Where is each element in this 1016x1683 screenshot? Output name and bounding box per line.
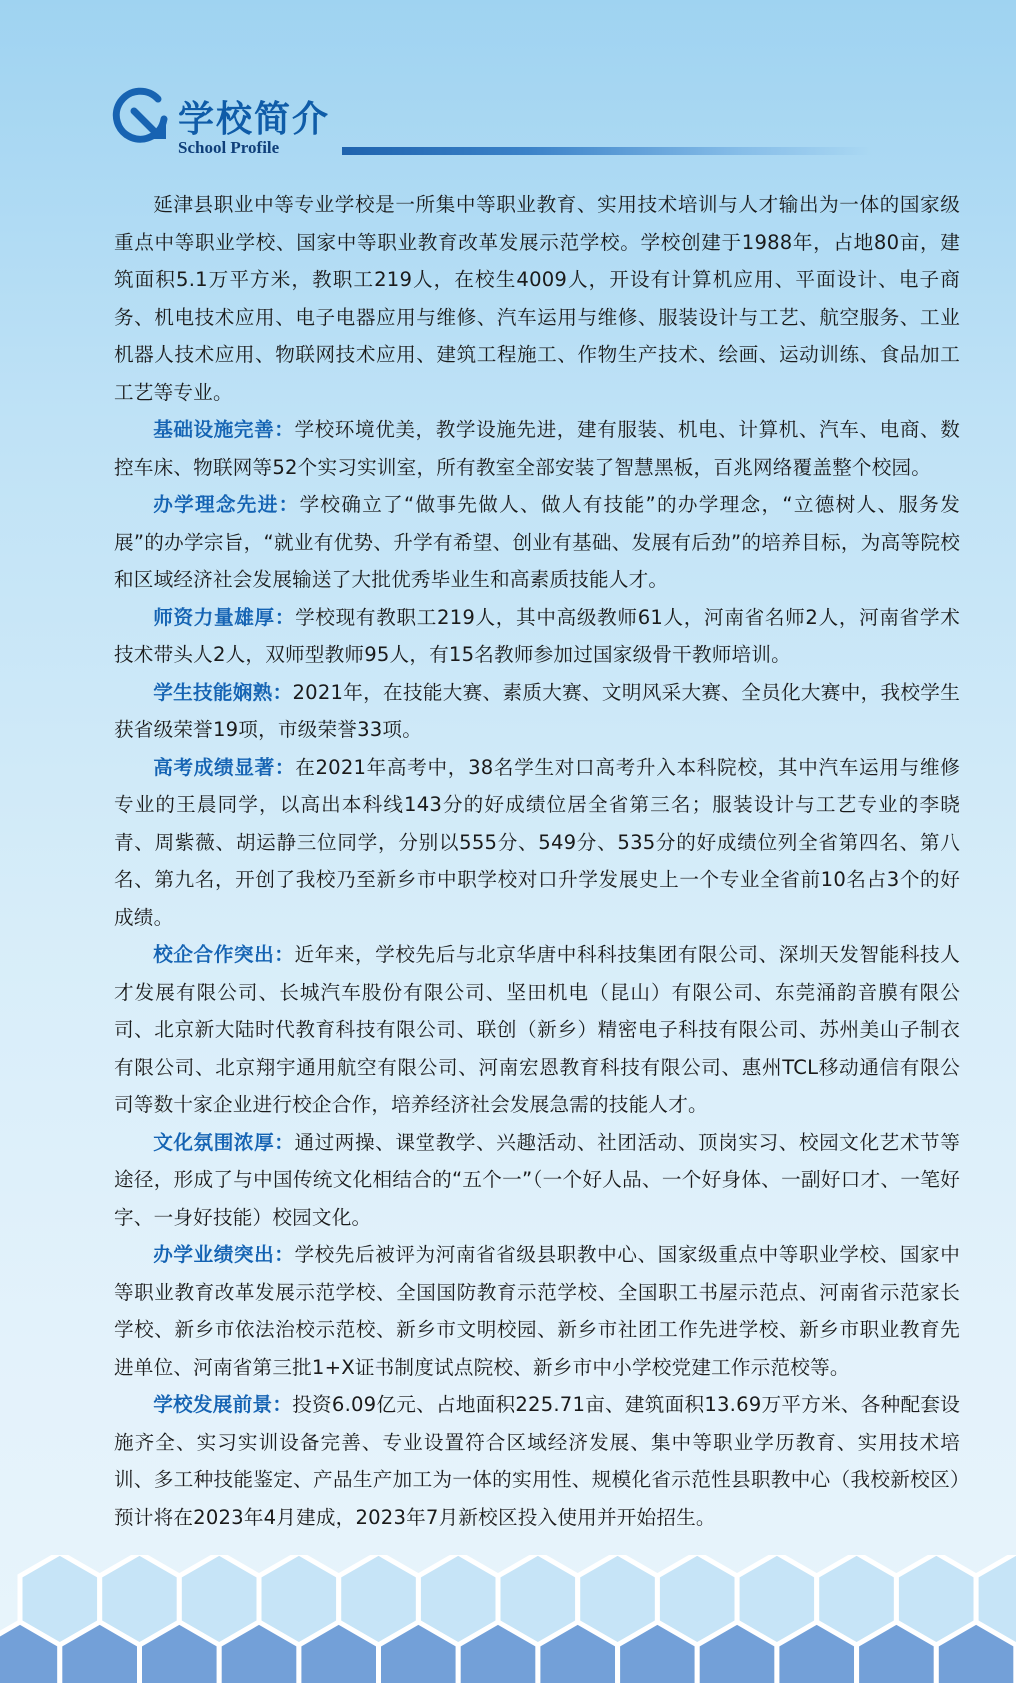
paragraph-text: 延津县职业中等专业学校是一所集中等职业教育、实用技术培训与人才输出为一体的国家级重点中等职业学校、国家中等职业教育改革发展示范学校。学校创建于1988年，占地80亩，建筑面积5.1万平方米，教职工219人，在校生4009人，开设有计算机应用、平面设计、电子商务、机电技术应用、电子电器应用与维修、汽车运用与维修、服装设计与工艺、航空服务、工业机器人技术应用、物联网技术应用、建筑工程施工、作物生产技术、绘画、运动训练、食品加工工艺等专业。 bbox=[114, 193, 960, 404]
paragraph-prospects bbox=[114, 1386, 960, 1536]
paragraph-facilities bbox=[114, 411, 960, 486]
page-title: 学校简介 bbox=[178, 98, 331, 140]
title-underline-bar bbox=[342, 147, 872, 155]
paragraph-faculty bbox=[114, 599, 960, 674]
hexagon-decoration bbox=[0, 1555, 1016, 1683]
paragraph-label: 办学理念先进： bbox=[153, 493, 300, 516]
paragraph-text: 投资6.09亿元、占地面积225.71亩、建筑面积13.69万平方米、各种配套设施齐全、实习实训设备完善、专业设置符合区域经济发展、集中等职业学历教育、实用技术培训、多工种技能鉴定、产品生产加工为一体的实用性、规模化省示范性县职教中心（我校新校区）预计将在2023年4月建成，2023年7月新校区投入使用并开始招生。 bbox=[114, 1393, 960, 1529]
circle-arrow-icon bbox=[112, 85, 174, 147]
paragraph-text: 学校先后被评为河南省省级县职教中心、国家级重点中等职业学校、国家中等职业教育改革发展示范学校、全国国防教育示范学校、全国职工书屋示范点、河南省示范家长学校、新乡市依法治校示范校、新乡市文明校园、新乡市社团工作先进学校、新乡市职业教育先进单位、河南省第三批1+X证书制度试点院校、新乡市中小学校党建工作示范校等。 bbox=[114, 1243, 960, 1379]
paragraph-cooperation bbox=[114, 936, 960, 1124]
profile-content bbox=[114, 186, 960, 1536]
paragraph-philosophy bbox=[114, 486, 960, 599]
paragraph-text: 近年来，学校先后与北京华唐中科科技集团有限公司、深圳天发智能科技人才发展有限公司、长城汽车股份有限公司、坚田机电（昆山）有限公司、东莞涌韵音膜有限公司、北京新大陆时代教育科技有限公司、联创（新乡）精密电子科技有限公司、苏州美山子制衣有限公司、北京翔宇通用航空有限公司、河南宏恩教育科技有限公司、惠州TCL移动通信有限公司等数十家企业进行校企合作，培养经济社会发展急需的技能人才。 bbox=[114, 943, 960, 1116]
paragraph-label: 学生技能娴熟： bbox=[153, 680, 293, 704]
paragraph-intro bbox=[114, 186, 960, 411]
paragraph-label: 文化氛围浓厚： bbox=[153, 1130, 295, 1154]
paragraph-text: 学校现有教职工219人，其中高级教师61人，河南省名师2人，河南省学术技术带头人2人，双师型教师95人，有15名教师参加过国家级骨干教师培训。 bbox=[114, 605, 960, 666]
page-subtitle: School Profile bbox=[178, 138, 280, 157]
paragraph-text: 2021年，在技能大赛、素质大赛、文明风采大赛、全员化大赛中，我校学生获省级荣誉19项，市级荣誉33项。 bbox=[114, 680, 960, 741]
paragraph-label: 办学业绩突出： bbox=[153, 1243, 295, 1266]
paragraph-skills bbox=[114, 674, 960, 749]
paragraph-exam-results bbox=[114, 749, 960, 937]
section-header bbox=[112, 85, 872, 165]
paragraph-label: 高考成绩显著： bbox=[153, 755, 296, 779]
paragraph-text: 在2021年高考中，38名学生对口高考升入本科院校，其中汽车运用与维修专业的王晨同学，以高出本科线143分的好成绩位居全省第三名；服装设计与工艺专业的李晓青、周紫薇、胡运静三位同学，分别以555分、549分、535分的好成绩位列全省第四名、第八名、第九名，开创了我校乃至新乡市中职学校对口升学发展史上一个专业全省前10名占3个的好成绩。 bbox=[114, 755, 961, 929]
paragraph-achievements bbox=[114, 1236, 960, 1386]
paragraph-text: 通过两操、课堂教学、兴趣活动、社团活动、顶岗实习、校园文化艺术节等途径，形成了与中国传统文化相结合的“五个一”（一个好人品、一个好身体、一副好口才、一笔好字、一身好技能）校园文化。 bbox=[114, 1130, 960, 1229]
paragraph-label: 校企合作突出： bbox=[153, 943, 295, 966]
paragraph-label: 基础设施完善： bbox=[153, 418, 295, 441]
paragraph-text: 学校确立了“做事先做人、做人有技能”的办学理念，“立德树人、服务发展”的办学宗旨，“就业有优势、升学有希望、创业有基础、发展有后劲”的培养目标，为高等院校和区域经济社会发展输送了大批优秀毕业生和高素质技能人才。 bbox=[114, 493, 960, 591]
paragraph-text: 学校环境优美，教学设施先进，建有服装、机电、计算机、汽车、电商、数控车床、物联网等52个实习实训室，所有教室全部安装了智慧黑板，百兆网络覆盖整个校园。 bbox=[114, 418, 960, 479]
paragraph-label: 师资力量雄厚： bbox=[153, 605, 296, 629]
paragraph-culture bbox=[114, 1124, 960, 1237]
paragraph-label: 学校发展前景： bbox=[153, 1393, 293, 1416]
